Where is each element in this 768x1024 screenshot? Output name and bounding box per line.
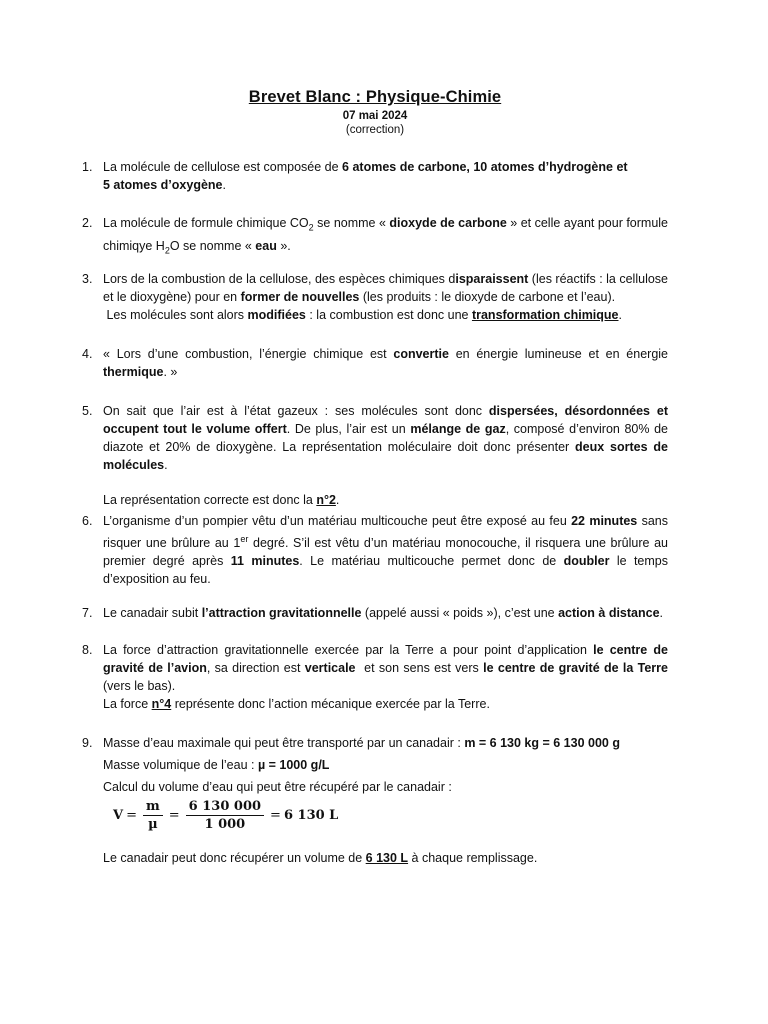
item-text (103, 402, 668, 474)
formula-equals: = (270, 807, 281, 823)
text-segment: La représentation correcte est donc la (103, 493, 317, 507)
text-segment: se nomme « (313, 216, 390, 230)
item-number: 4. (82, 347, 93, 361)
bold-text: le centre de gravité de l’avion (103, 643, 668, 675)
volume-result: 6 130 L (365, 851, 409, 865)
formula-equals: = (168, 807, 180, 823)
bold-text: l’attraction gravitationnelle (201, 606, 362, 620)
text-segment: « Lors d’une combustion, l’énergie chimique est (103, 347, 394, 361)
text-segment: . De plus, l’air est un (286, 422, 411, 436)
text-segment: . Le matériau multicouche permet donc de (299, 554, 564, 569)
text-segment: , sa direction est (206, 661, 305, 675)
text-segment: On sait que l’air est à l’état gazeux : ses molécules sont donc (103, 404, 489, 418)
bold-text: 6 atomes de carbone, 10 atomes d’hydrogène et (342, 160, 628, 174)
answer-item-1 (82, 158, 668, 194)
bold-text: dispersées, désordonnées et occupent tout le volume offert (103, 404, 668, 436)
item-number: 6. (82, 514, 93, 528)
bold-text: 5 atomes d’oxygène (103, 178, 223, 192)
density-value: µ = 1000 g/L (257, 758, 330, 772)
bold-text: action à distance (558, 606, 660, 620)
text-segment: et son sens est vers (355, 661, 484, 675)
bold-text: dioxyde de carbone (389, 216, 507, 230)
item-9-body (103, 734, 668, 867)
fraction-denominator: 1 000 (204, 817, 246, 832)
bold-text: former de nouvelles (240, 290, 360, 304)
item-number: 3. (82, 272, 93, 286)
formula-fraction-symbolic (143, 798, 163, 833)
document-subtitle: (correction) (345, 124, 405, 136)
text-segment: représente donc l’action mécanique exercée par la Terre. (171, 697, 490, 711)
text-segment: . (222, 178, 226, 192)
text-segment: en énergie lumineuse et en énergie (448, 347, 668, 361)
text-segment: (appelé aussi « poids »), c’est une (361, 606, 559, 620)
bold-text: 11 minutes (230, 554, 300, 569)
text-segment: L’organisme d’un pompier vêtu d’un matériau multicouche peut être exposé au feu (103, 514, 572, 528)
item-extra-text (103, 491, 668, 509)
answer-item-7 (82, 604, 668, 622)
item-number: 5. (82, 404, 93, 418)
text-segment: le temps d’exposition au feu. (103, 554, 668, 587)
item-number: 9. (82, 736, 93, 750)
text-segment: (les produits : le dioxyde de carbone et l’eau). (359, 290, 616, 304)
item-number: 2. (82, 216, 93, 230)
bold-text: le centre de gravité de la Terre (483, 661, 668, 675)
fraction-numerator: 6 130 000 (186, 798, 264, 816)
item-text (103, 512, 668, 588)
text-segment: . » (163, 365, 178, 379)
item-number: 1. (82, 160, 93, 174)
text-segment: La molécule de formule chimique CO (103, 216, 309, 230)
text-segment: La force (103, 697, 152, 711)
bold-text: n°2 (316, 493, 336, 507)
formula-result: 6 130 L (283, 807, 339, 823)
text-segment: Lors de la combustion de la cellulose, des espèces chimiques d (103, 272, 456, 286)
text-segment: . (335, 493, 340, 507)
bold-text: thermique (103, 365, 164, 379)
answer-item-2 (82, 214, 668, 259)
bold-text: 22 minutes (571, 514, 638, 528)
text-segment: degré. S’il est vêtu d’un matériau monocouche, il risquera une brûlure au premier degré après (103, 536, 668, 569)
formula-lhs: V (113, 807, 124, 823)
text-segment: La force d’attraction gravitationnelle exercée par la Terre a pour point d’application (103, 643, 594, 657)
text-segment: . (164, 458, 168, 472)
item-text (103, 345, 668, 381)
bold-text: n°4 (151, 697, 172, 711)
text-segment: . (659, 606, 664, 620)
bold-text: modifiées (247, 308, 306, 322)
volume-calc-line: Calcul du volume d’eau qui peut être récupéré par le canadair : (103, 780, 452, 794)
answer-item-3 (82, 270, 668, 324)
item-text (103, 604, 668, 622)
bold-text: eau (255, 238, 277, 253)
exam-date: 07 mai 2024 (342, 110, 408, 122)
conclusion-line: Le canadair peut donc récupérer un volume de 6 130 L à chaque remplissage. (103, 851, 538, 865)
item-text (103, 214, 668, 259)
text-segment: , composé d’environ 80% de diazote et 20% de dioxygène. La représentation moléculaire doit donc présenter (103, 422, 669, 454)
density-line: Masse volumique de l’eau : µ = 1000 g/L (103, 758, 330, 772)
text-segment: » et celle ayant pour formule chimiqye H (103, 216, 669, 253)
item-number: 7. (82, 606, 93, 620)
mass-value: m = 6 130 kg = 6 130 000 g (464, 736, 620, 750)
answer-item-5 (82, 402, 668, 509)
text-segment: 2 (164, 245, 170, 255)
bold-text: transformation chimique (471, 308, 619, 322)
item-text (103, 641, 668, 713)
bold-text: convertie (393, 347, 449, 361)
bold-text: verticale (304, 661, 356, 675)
text-segment: 2 (308, 222, 314, 233)
answer-item-6 (82, 512, 668, 588)
answer-item-9 (82, 734, 668, 867)
formula-equals: = (126, 807, 137, 823)
text-segment: O se nomme « (169, 238, 256, 253)
text-segment: (les réactifs : la cellulose et le dioxygène) pour en (103, 272, 668, 304)
item-text (103, 158, 668, 194)
volume-formula (113, 798, 668, 833)
formula-fraction-numeric (186, 798, 264, 833)
text-segment: Les molécules sont alors (103, 308, 248, 322)
text-segment: er (240, 534, 249, 544)
answer-item-4 (82, 345, 668, 381)
text-segment: ». (276, 238, 291, 253)
document-header (0, 88, 750, 136)
page-title: Brevet Blanc : Physique-Chimie (248, 88, 502, 106)
text-segment: : la combustion est donc une (305, 308, 472, 322)
text-segment: Le canadair subit (103, 606, 202, 620)
bold-text: mélange de gaz (410, 422, 506, 436)
max-mass-line: Masse d’eau maximale qui peut être transporté par un canadair : m = 6 130 kg = 6 130 000 g (103, 736, 620, 750)
fraction-numerator: m (143, 798, 163, 816)
item-text (103, 270, 668, 324)
text-segment: sans risquer une brûlure au 1 (103, 514, 668, 551)
answer-item-8 (82, 641, 668, 713)
bold-text: isparaissent (455, 272, 529, 286)
bold-text: deux sortes de molécules (103, 440, 668, 472)
text-segment: (vers le bas). (103, 679, 176, 693)
text-segment: La molécule de cellulose est composée de (103, 160, 343, 174)
fraction-denominator: µ (148, 817, 158, 832)
text-segment: . (618, 308, 622, 322)
bold-text: doubler (563, 554, 610, 569)
item-number: 8. (82, 643, 93, 657)
